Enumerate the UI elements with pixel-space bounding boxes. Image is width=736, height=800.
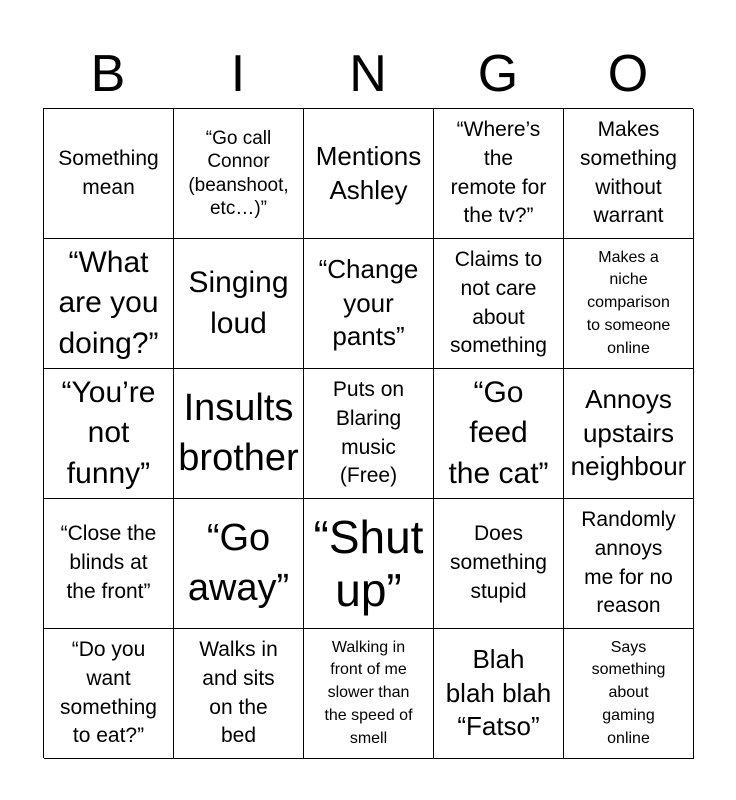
cell-text: Does something stupid (450, 522, 547, 603)
bingo-cell[interactable] (564, 239, 694, 369)
bingo-cell[interactable] (304, 109, 434, 239)
bingo-cell[interactable] (304, 629, 434, 759)
cell-text: Says something about gaming online (591, 638, 666, 747)
cell-text: “You’re not funny” (61, 375, 156, 490)
cell-text: “Where’s the remote for the tv?” (450, 117, 547, 228)
bingo-cell[interactable] (44, 239, 174, 369)
bingo-cell[interactable] (174, 369, 304, 499)
bingo-header (43, 40, 693, 108)
bingo-cell[interactable] (434, 629, 564, 759)
cell-text: “Do you want something to eat?” (60, 637, 157, 748)
cell-text: Blah blah blah “Fatso” (445, 643, 552, 742)
bingo-cell[interactable] (434, 239, 564, 369)
bingo-cell[interactable] (304, 499, 434, 629)
header-letter-o: O (607, 45, 649, 103)
bingo-cell[interactable] (304, 239, 434, 369)
cell-text: Walking in front of me slower than the speed of smell (324, 638, 413, 747)
bingo-cell[interactable] (174, 239, 304, 369)
bingo-cell[interactable] (564, 109, 694, 239)
bingo-cell[interactable] (564, 629, 694, 759)
cell-text: Insults brother (178, 387, 299, 479)
cell-text: “Change your pants” (318, 253, 419, 352)
bingo-cell[interactable] (434, 109, 564, 239)
bingo-cell[interactable] (44, 629, 174, 759)
cell-text: “Shut up” (313, 510, 424, 616)
bingo-cell[interactable] (174, 109, 304, 239)
bingo-cell[interactable] (174, 499, 304, 629)
bingo-cell[interactable] (564, 369, 694, 499)
cell-text: “Go feed the cat” (448, 375, 549, 490)
bingo-cell[interactable] (174, 629, 304, 759)
header-letter-n: N (349, 45, 387, 103)
cell-text: Makes something without warrant (580, 117, 677, 228)
cell-text: Something mean (58, 146, 159, 199)
cell-text: Singing loud (188, 266, 289, 340)
bingo-cell[interactable] (304, 369, 434, 499)
cell-text: Puts on Blaring music (Free) (332, 377, 405, 488)
bingo-cell[interactable] (434, 499, 564, 629)
cell-text: Annoys upstairs neighbour (570, 383, 687, 482)
bingo-board (43, 108, 693, 758)
cell-text: Claims to not care about something (450, 247, 547, 358)
bingo-cell[interactable] (434, 369, 564, 499)
cell-text: Randomly annoys me for no reason (581, 507, 676, 618)
cell-text: “Close the blinds at the front” (60, 522, 157, 603)
header-letter-i: I (230, 45, 246, 103)
cell-text: “Go away” (187, 517, 290, 609)
bingo-cell[interactable] (44, 499, 174, 629)
cell-text: Walks in and sits on the bed (199, 637, 278, 748)
cell-text: Makes a niche comparison to someone online (586, 248, 671, 357)
bingo-cell[interactable] (564, 499, 694, 629)
bingo-cell[interactable] (44, 369, 174, 499)
bingo-cell[interactable] (44, 109, 174, 239)
cell-text: Mentions Ashley (315, 140, 422, 205)
header-letter-b: B (90, 45, 126, 103)
cell-text: “Go call Connor (beanshoot, etc…)” (188, 128, 289, 219)
cell-text: “What are you doing?” (58, 245, 159, 360)
header-letter-g: G (477, 45, 519, 103)
